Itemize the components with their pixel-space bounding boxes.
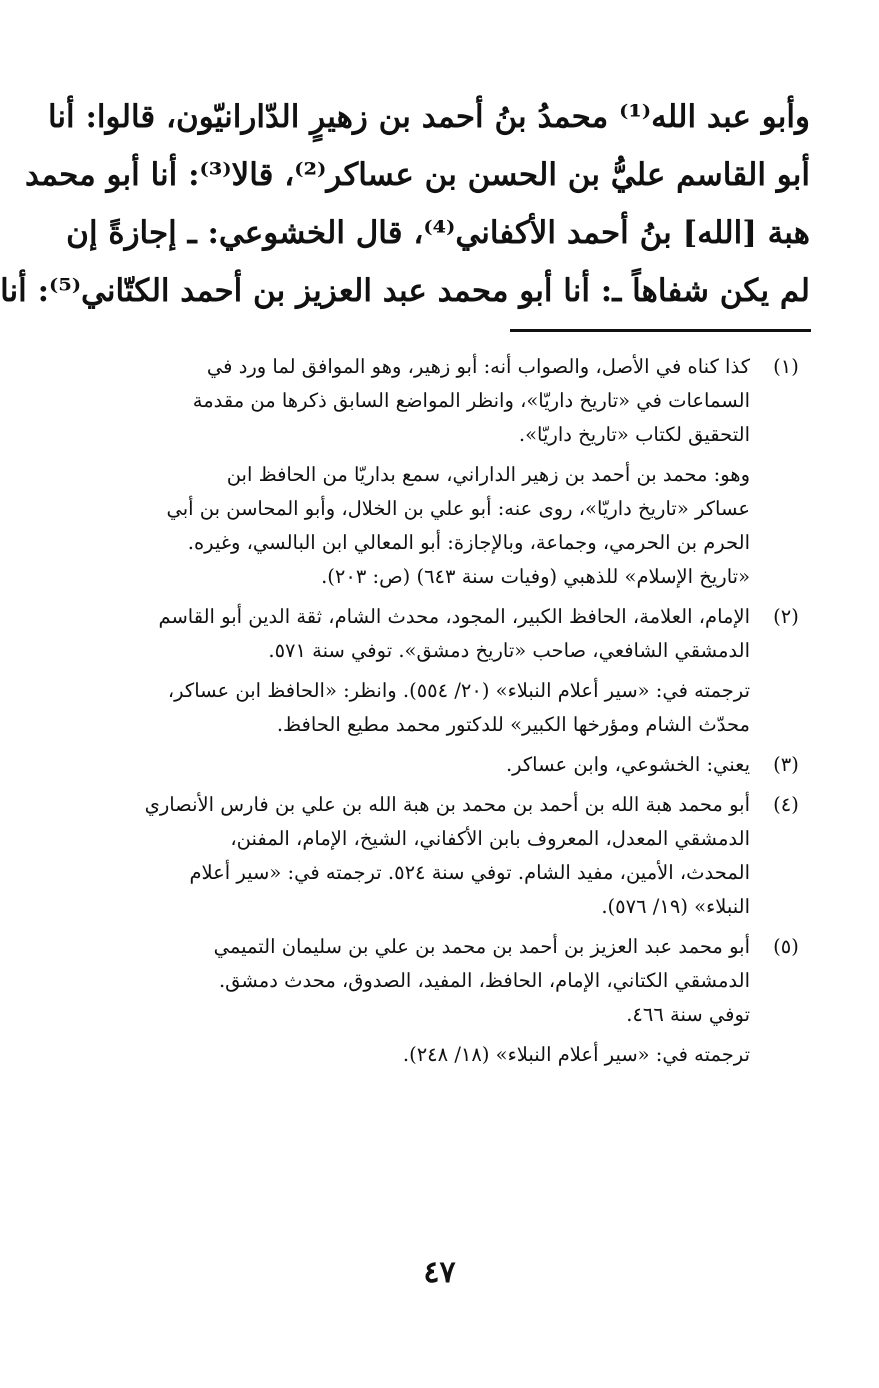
footnote-line: أبو محمد هبة الله بن أحمد بن محمد بن هبة الله بن علي بن فارس الأنصاري (144, 793, 750, 816)
footnote-paragraph (92, 748, 750, 782)
footnote-4 (92, 788, 812, 924)
footnote-2 (92, 600, 812, 742)
footnote-3 (92, 748, 812, 782)
footnote-line: الحرم بن الحرمي، وجماعة، وبالإجازة: أبو المعالي ابن البالسي، وغيره. (187, 531, 750, 554)
footnote-line: توفي سنة ٤٦٦. (626, 1003, 750, 1026)
footnote-line: الدمشقي الشافعي، صاحب «تاريخ دمشق». توفي سنة ٥٧١. (268, 639, 750, 662)
footnote-number: (٤) (773, 793, 799, 816)
footnote-line: محدّث الشام ومؤرخها الكبير» للدكتور محمد مطيع الحافظ. (276, 713, 750, 736)
footnote-line: النبلاء» (١٩/ ٥٧٦). (601, 895, 750, 918)
main-text-line: لم يكن شفاهاً ـ: أنا أبو محمد عبد العزيز بن أحمد الكتّاني⁽⁵⁾: أنا (0, 273, 810, 309)
footnotes (92, 350, 812, 1078)
footnote-1 (92, 350, 812, 594)
footnote-line: التحقيق لكتاب «تاريخ داريّا». (518, 423, 750, 446)
footnote-line: أبو محمد عبد العزيز بن أحمد بن محمد بن علي بن سليمان التميمي (213, 935, 750, 958)
footnote-5 (92, 930, 812, 1072)
footnote-paragraph (92, 458, 750, 594)
footnote-line: عساكر «تاريخ داريّا»، روى عنه: أبو علي بن الخلال، وأبو المحاسن بن أبي (166, 497, 750, 520)
footnote-number: (٢) (773, 605, 799, 628)
footnote-paragraph (92, 600, 750, 668)
footnote-number: (٥) (773, 935, 799, 958)
footnote-line: كذا كناه في الأصل، والصواب أنه: أبو زهير، وهو الموافق لما ورد في (206, 355, 750, 378)
main-text-line: أبو القاسم عليُّ بن الحسن بن عساكر⁽²⁾، قالا⁽³⁾: أنا أبو محمد (24, 157, 810, 193)
footnote-number: (٣) (773, 753, 799, 776)
footnote-paragraph (92, 788, 750, 924)
page-number: ٤٧ (423, 1255, 456, 1290)
footnote-line: «تاريخ الإسلام» للذهبي (وفيات سنة ٦٤٣) (ص: ٢٠٣). (321, 565, 750, 588)
footnote-paragraph (92, 350, 750, 452)
footnote-paragraph (92, 674, 750, 742)
footnote-line: ترجمته في: «سير أعلام النبلاء» (١٨/ ٢٤٨). (402, 1043, 750, 1066)
footnote-line: السماعات في «تاريخ داريّا»، وانظر المواضع السابق ذكرها من مقدمة (192, 389, 750, 412)
footnote-separator (510, 329, 811, 332)
main-text-line: هبة [الله] بنُ أحمد الأكفاني⁽⁴⁾، قال الخشوعي: ـ إجازةً إن (66, 215, 810, 251)
footnote-number: (١) (773, 355, 799, 378)
footnote-line: وهو: محمد بن أحمد بن زهير الداراني، سمع بداريّا من الحافظ ابن (226, 463, 750, 486)
footnote-line: المحدث، الأمين، مفيد الشام. توفي سنة ٥٢٤. ترجمته في: «سير أعلام (189, 861, 750, 884)
main-text (0, 88, 810, 320)
footnote-paragraph (92, 930, 750, 1032)
footnote-line: ترجمته في: «سير أعلام النبلاء» (٢٠/ ٥٥٤). وانظر: «الحافظ ابن عساكر، (167, 679, 750, 702)
footnote-line: يعني: الخشوعي، وابن عساكر. (505, 753, 750, 776)
footnote-paragraph (92, 1038, 750, 1072)
footnote-line: الدمشقي الكتاني، الإمام، الحافظ، المفيد، الصدوق، محدث دمشق. (218, 969, 750, 992)
footnote-line: الإمام، العلامة، الحافظ الكبير، المجود، محدث الشام، ثقة الدين أبو القاسم (158, 605, 750, 628)
footnote-line: الدمشقي المعدل، المعروف بابن الأكفاني، الشيخ، الإمام، المفنن، (230, 827, 750, 850)
main-text-line: وأبو عبد الله⁽¹⁾ محمدُ بنُ أحمد بن زهيرٍ الدّارانيّون، قالوا: أنا (47, 99, 810, 135)
